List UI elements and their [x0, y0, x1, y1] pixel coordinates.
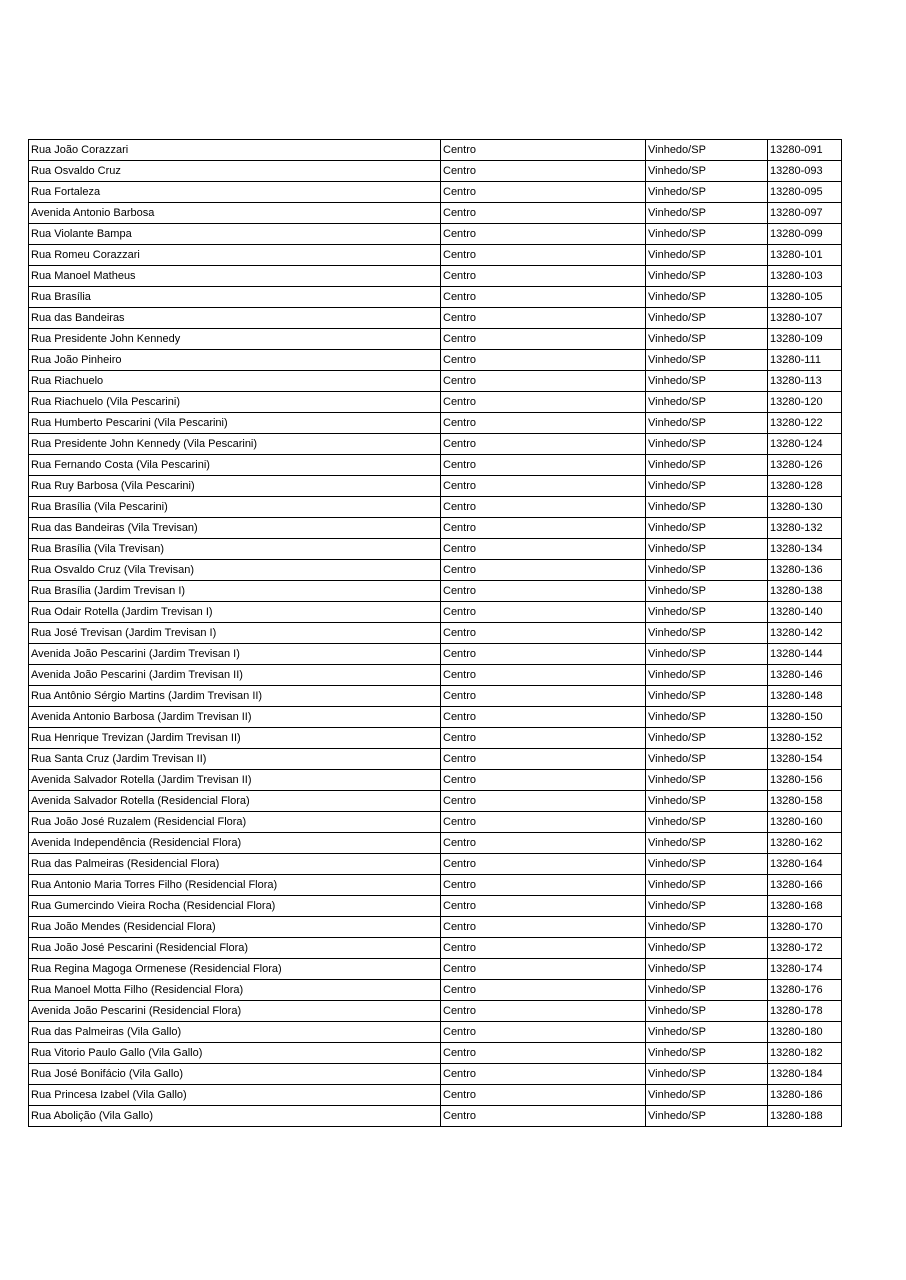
city-cell: Vinhedo/SP — [646, 308, 768, 329]
district-cell: Centro — [441, 749, 646, 770]
street-cell: Rua Presidente John Kennedy (Vila Pescarini) — [29, 434, 441, 455]
cep-cell: 13280-188 — [768, 1106, 842, 1127]
city-cell: Vinhedo/SP — [646, 833, 768, 854]
street-cell: Avenida Independência (Residencial Flora) — [29, 833, 441, 854]
cep-cell: 13280-103 — [768, 266, 842, 287]
street-cell: Rua Brasília (Vila Pescarini) — [29, 497, 441, 518]
street-cell: Rua Regina Magoga Ormenese (Residencial Flora) — [29, 959, 441, 980]
table-row — [29, 455, 842, 476]
street-cell: Rua Gumercindo Vieira Rocha (Residencial Flora) — [29, 896, 441, 917]
cep-cell: 13280-180 — [768, 1022, 842, 1043]
street-cell: Rua Presidente John Kennedy — [29, 329, 441, 350]
street-cell: Rua Fortaleza — [29, 182, 441, 203]
table-row — [29, 182, 842, 203]
cep-cell: 13280-120 — [768, 392, 842, 413]
table-row — [29, 476, 842, 497]
district-cell: Centro — [441, 665, 646, 686]
cep-cell: 13280-113 — [768, 371, 842, 392]
city-cell: Vinhedo/SP — [646, 434, 768, 455]
cep-cell: 13280-176 — [768, 980, 842, 1001]
city-cell: Vinhedo/SP — [646, 161, 768, 182]
city-cell: Vinhedo/SP — [646, 644, 768, 665]
cep-cell: 13280-101 — [768, 245, 842, 266]
street-cell: Rua João José Ruzalem (Residencial Flora) — [29, 812, 441, 833]
district-cell: Centro — [441, 1085, 646, 1106]
table-row — [29, 707, 842, 728]
city-cell: Vinhedo/SP — [646, 140, 768, 161]
street-cell: Rua Antônio Sérgio Martins (Jardim Trevisan II) — [29, 686, 441, 707]
district-cell: Centro — [441, 476, 646, 497]
street-cell: Rua Abolição (Vila Gallo) — [29, 1106, 441, 1127]
table-row — [29, 833, 842, 854]
table-row — [29, 392, 842, 413]
street-cell: Rua Osvaldo Cruz (Vila Trevisan) — [29, 560, 441, 581]
district-cell: Centro — [441, 791, 646, 812]
city-cell: Vinhedo/SP — [646, 980, 768, 1001]
district-cell: Centro — [441, 350, 646, 371]
district-cell: Centro — [441, 308, 646, 329]
cep-cell: 13280-170 — [768, 917, 842, 938]
table-row — [29, 686, 842, 707]
cep-cell: 13280-166 — [768, 875, 842, 896]
table-row — [29, 1085, 842, 1106]
district-cell: Centro — [441, 287, 646, 308]
table-row — [29, 854, 842, 875]
city-cell: Vinhedo/SP — [646, 665, 768, 686]
district-cell: Centro — [441, 371, 646, 392]
table-row — [29, 749, 842, 770]
district-cell: Centro — [441, 875, 646, 896]
city-cell: Vinhedo/SP — [646, 875, 768, 896]
table-row — [29, 791, 842, 812]
table-row — [29, 602, 842, 623]
district-cell: Centro — [441, 266, 646, 287]
street-cell: Rua Manoel Matheus — [29, 266, 441, 287]
district-cell: Centro — [441, 812, 646, 833]
district-cell: Centro — [441, 140, 646, 161]
district-cell: Centro — [441, 854, 646, 875]
street-cell: Rua das Bandeiras (Vila Trevisan) — [29, 518, 441, 539]
city-cell: Vinhedo/SP — [646, 896, 768, 917]
street-cell: Avenida Antonio Barbosa (Jardim Trevisan II) — [29, 707, 441, 728]
city-cell: Vinhedo/SP — [646, 1085, 768, 1106]
street-cell: Avenida Salvador Rotella (Residencial Flora) — [29, 791, 441, 812]
cep-cell: 13280-093 — [768, 161, 842, 182]
city-cell: Vinhedo/SP — [646, 350, 768, 371]
district-cell: Centro — [441, 203, 646, 224]
street-cell: Rua Violante Bampa — [29, 224, 441, 245]
table-row — [29, 560, 842, 581]
district-cell: Centro — [441, 1106, 646, 1127]
street-cell: Rua Henrique Trevizan (Jardim Trevisan II) — [29, 728, 441, 749]
city-cell: Vinhedo/SP — [646, 266, 768, 287]
table-row — [29, 917, 842, 938]
district-cell: Centro — [441, 182, 646, 203]
street-cell: Rua Fernando Costa (Vila Pescarini) — [29, 455, 441, 476]
table-row — [29, 581, 842, 602]
city-cell: Vinhedo/SP — [646, 1022, 768, 1043]
cep-cell: 13280-126 — [768, 455, 842, 476]
cep-cell: 13280-156 — [768, 770, 842, 791]
city-cell: Vinhedo/SP — [646, 560, 768, 581]
cep-cell: 13280-140 — [768, 602, 842, 623]
street-cell: Rua Humberto Pescarini (Vila Pescarini) — [29, 413, 441, 434]
cep-cell: 13280-162 — [768, 833, 842, 854]
district-cell: Centro — [441, 413, 646, 434]
table-row — [29, 623, 842, 644]
city-cell: Vinhedo/SP — [646, 476, 768, 497]
city-cell: Vinhedo/SP — [646, 959, 768, 980]
district-cell: Centro — [441, 455, 646, 476]
cep-cell: 13280-146 — [768, 665, 842, 686]
table-row — [29, 350, 842, 371]
street-cell: Rua Ruy Barbosa (Vila Pescarini) — [29, 476, 441, 497]
city-cell: Vinhedo/SP — [646, 602, 768, 623]
city-cell: Vinhedo/SP — [646, 518, 768, 539]
district-cell: Centro — [441, 707, 646, 728]
street-cell: Rua José Trevisan (Jardim Trevisan I) — [29, 623, 441, 644]
city-cell: Vinhedo/SP — [646, 539, 768, 560]
city-cell: Vinhedo/SP — [646, 1106, 768, 1127]
table-row — [29, 896, 842, 917]
district-cell: Centro — [441, 497, 646, 518]
cep-cell: 13280-150 — [768, 707, 842, 728]
street-cell: Rua João José Pescarini (Residencial Flora) — [29, 938, 441, 959]
table-row — [29, 1064, 842, 1085]
city-cell: Vinhedo/SP — [646, 581, 768, 602]
cep-cell: 13280-182 — [768, 1043, 842, 1064]
street-cell: Rua João Mendes (Residencial Flora) — [29, 917, 441, 938]
cep-cell: 13280-099 — [768, 224, 842, 245]
cep-cell: 13280-154 — [768, 749, 842, 770]
city-cell: Vinhedo/SP — [646, 1043, 768, 1064]
street-cell: Rua Osvaldo Cruz — [29, 161, 441, 182]
table-row — [29, 1043, 842, 1064]
cep-cell: 13280-152 — [768, 728, 842, 749]
cep-cell: 13280-184 — [768, 1064, 842, 1085]
city-cell: Vinhedo/SP — [646, 623, 768, 644]
table-row — [29, 413, 842, 434]
street-cell: Avenida Salvador Rotella (Jardim Trevisan II) — [29, 770, 441, 791]
street-cell: Rua das Palmeiras (Residencial Flora) — [29, 854, 441, 875]
district-cell: Centro — [441, 1022, 646, 1043]
cep-cell: 13280-134 — [768, 539, 842, 560]
cep-cell: 13280-122 — [768, 413, 842, 434]
street-cell: Rua João Corazzari — [29, 140, 441, 161]
district-cell: Centro — [441, 329, 646, 350]
city-cell: Vinhedo/SP — [646, 686, 768, 707]
city-cell: Vinhedo/SP — [646, 203, 768, 224]
address-table-body — [29, 140, 842, 1127]
city-cell: Vinhedo/SP — [646, 224, 768, 245]
table-row — [29, 959, 842, 980]
district-cell: Centro — [441, 1001, 646, 1022]
cep-cell: 13280-128 — [768, 476, 842, 497]
district-cell: Centro — [441, 833, 646, 854]
city-cell: Vinhedo/SP — [646, 854, 768, 875]
city-cell: Vinhedo/SP — [646, 938, 768, 959]
city-cell: Vinhedo/SP — [646, 497, 768, 518]
table-row — [29, 1001, 842, 1022]
city-cell: Vinhedo/SP — [646, 1001, 768, 1022]
district-cell: Centro — [441, 980, 646, 1001]
city-cell: Vinhedo/SP — [646, 791, 768, 812]
street-cell: Rua das Bandeiras — [29, 308, 441, 329]
district-cell: Centro — [441, 434, 646, 455]
city-cell: Vinhedo/SP — [646, 413, 768, 434]
city-cell: Vinhedo/SP — [646, 707, 768, 728]
cep-cell: 13280-158 — [768, 791, 842, 812]
district-cell: Centro — [441, 1064, 646, 1085]
address-table — [28, 139, 842, 1127]
street-cell: Rua Princesa Izabel (Vila Gallo) — [29, 1085, 441, 1106]
district-cell: Centro — [441, 161, 646, 182]
cep-cell: 13280-107 — [768, 308, 842, 329]
street-cell: Rua Brasília (Vila Trevisan) — [29, 539, 441, 560]
street-cell: Avenida Antonio Barbosa — [29, 203, 441, 224]
city-cell: Vinhedo/SP — [646, 770, 768, 791]
table-row — [29, 980, 842, 1001]
city-cell: Vinhedo/SP — [646, 749, 768, 770]
cep-cell: 13280-097 — [768, 203, 842, 224]
cep-cell: 13280-138 — [768, 581, 842, 602]
street-cell: Rua Romeu Corazzari — [29, 245, 441, 266]
cep-cell: 13280-091 — [768, 140, 842, 161]
district-cell: Centro — [441, 581, 646, 602]
table-row — [29, 203, 842, 224]
city-cell: Vinhedo/SP — [646, 329, 768, 350]
cep-cell: 13280-105 — [768, 287, 842, 308]
table-row — [29, 938, 842, 959]
table-row — [29, 812, 842, 833]
table-row — [29, 539, 842, 560]
table-row — [29, 518, 842, 539]
district-cell: Centro — [441, 560, 646, 581]
district-cell: Centro — [441, 1043, 646, 1064]
table-row — [29, 287, 842, 308]
city-cell: Vinhedo/SP — [646, 917, 768, 938]
cep-cell: 13280-132 — [768, 518, 842, 539]
table-row — [29, 224, 842, 245]
cep-cell: 13280-124 — [768, 434, 842, 455]
table-row — [29, 140, 842, 161]
street-cell: Rua Antonio Maria Torres Filho (Residencial Flora) — [29, 875, 441, 896]
street-cell: Avenida João Pescarini (Jardim Trevisan II) — [29, 665, 441, 686]
table-row — [29, 161, 842, 182]
cep-cell: 13280-142 — [768, 623, 842, 644]
city-cell: Vinhedo/SP — [646, 812, 768, 833]
city-cell: Vinhedo/SP — [646, 455, 768, 476]
district-cell: Centro — [441, 686, 646, 707]
table-row — [29, 728, 842, 749]
city-cell: Vinhedo/SP — [646, 182, 768, 203]
table-row — [29, 329, 842, 350]
table-row — [29, 434, 842, 455]
cep-cell: 13280-130 — [768, 497, 842, 518]
table-row — [29, 770, 842, 791]
cep-cell: 13280-148 — [768, 686, 842, 707]
city-cell: Vinhedo/SP — [646, 728, 768, 749]
cep-cell: 13280-095 — [768, 182, 842, 203]
district-cell: Centro — [441, 602, 646, 623]
table-row — [29, 875, 842, 896]
cep-cell: 13280-164 — [768, 854, 842, 875]
street-cell: Rua Santa Cruz (Jardim Trevisan II) — [29, 749, 441, 770]
table-row — [29, 665, 842, 686]
street-cell: Rua Vitorio Paulo Gallo (Vila Gallo) — [29, 1043, 441, 1064]
district-cell: Centro — [441, 623, 646, 644]
table-row — [29, 1106, 842, 1127]
district-cell: Centro — [441, 224, 646, 245]
district-cell: Centro — [441, 959, 646, 980]
district-cell: Centro — [441, 644, 646, 665]
cep-cell: 13280-174 — [768, 959, 842, 980]
district-cell: Centro — [441, 938, 646, 959]
table-row — [29, 266, 842, 287]
district-cell: Centro — [441, 392, 646, 413]
city-cell: Vinhedo/SP — [646, 1064, 768, 1085]
cep-cell: 13280-172 — [768, 938, 842, 959]
district-cell: Centro — [441, 539, 646, 560]
city-cell: Vinhedo/SP — [646, 392, 768, 413]
street-cell: Avenida João Pescarini (Jardim Trevisan I) — [29, 644, 441, 665]
table-row — [29, 497, 842, 518]
district-cell: Centro — [441, 917, 646, 938]
cep-cell: 13280-136 — [768, 560, 842, 581]
district-cell: Centro — [441, 245, 646, 266]
table-row — [29, 245, 842, 266]
cep-cell: 13280-168 — [768, 896, 842, 917]
cep-cell: 13280-111 — [768, 350, 842, 371]
street-cell: Rua Manoel Motta Filho (Residencial Flora) — [29, 980, 441, 1001]
cep-cell: 13280-178 — [768, 1001, 842, 1022]
table-row — [29, 308, 842, 329]
street-cell: Rua Riachuelo — [29, 371, 441, 392]
street-cell: Rua das Palmeiras (Vila Gallo) — [29, 1022, 441, 1043]
district-cell: Centro — [441, 728, 646, 749]
district-cell: Centro — [441, 770, 646, 791]
street-cell: Rua José Bonifácio (Vila Gallo) — [29, 1064, 441, 1085]
street-cell: Rua Odair Rotella (Jardim Trevisan I) — [29, 602, 441, 623]
table-row — [29, 1022, 842, 1043]
city-cell: Vinhedo/SP — [646, 245, 768, 266]
street-cell: Rua Brasília — [29, 287, 441, 308]
street-cell: Avenida João Pescarini (Residencial Flora) — [29, 1001, 441, 1022]
city-cell: Vinhedo/SP — [646, 287, 768, 308]
city-cell: Vinhedo/SP — [646, 371, 768, 392]
table-row — [29, 644, 842, 665]
district-cell: Centro — [441, 896, 646, 917]
table-row — [29, 371, 842, 392]
street-cell: Rua João Pinheiro — [29, 350, 441, 371]
cep-cell: 13280-186 — [768, 1085, 842, 1106]
cep-cell: 13280-109 — [768, 329, 842, 350]
cep-cell: 13280-160 — [768, 812, 842, 833]
district-cell: Centro — [441, 518, 646, 539]
cep-cell: 13280-144 — [768, 644, 842, 665]
street-cell: Rua Brasília (Jardim Trevisan I) — [29, 581, 441, 602]
street-cell: Rua Riachuelo (Vila Pescarini) — [29, 392, 441, 413]
